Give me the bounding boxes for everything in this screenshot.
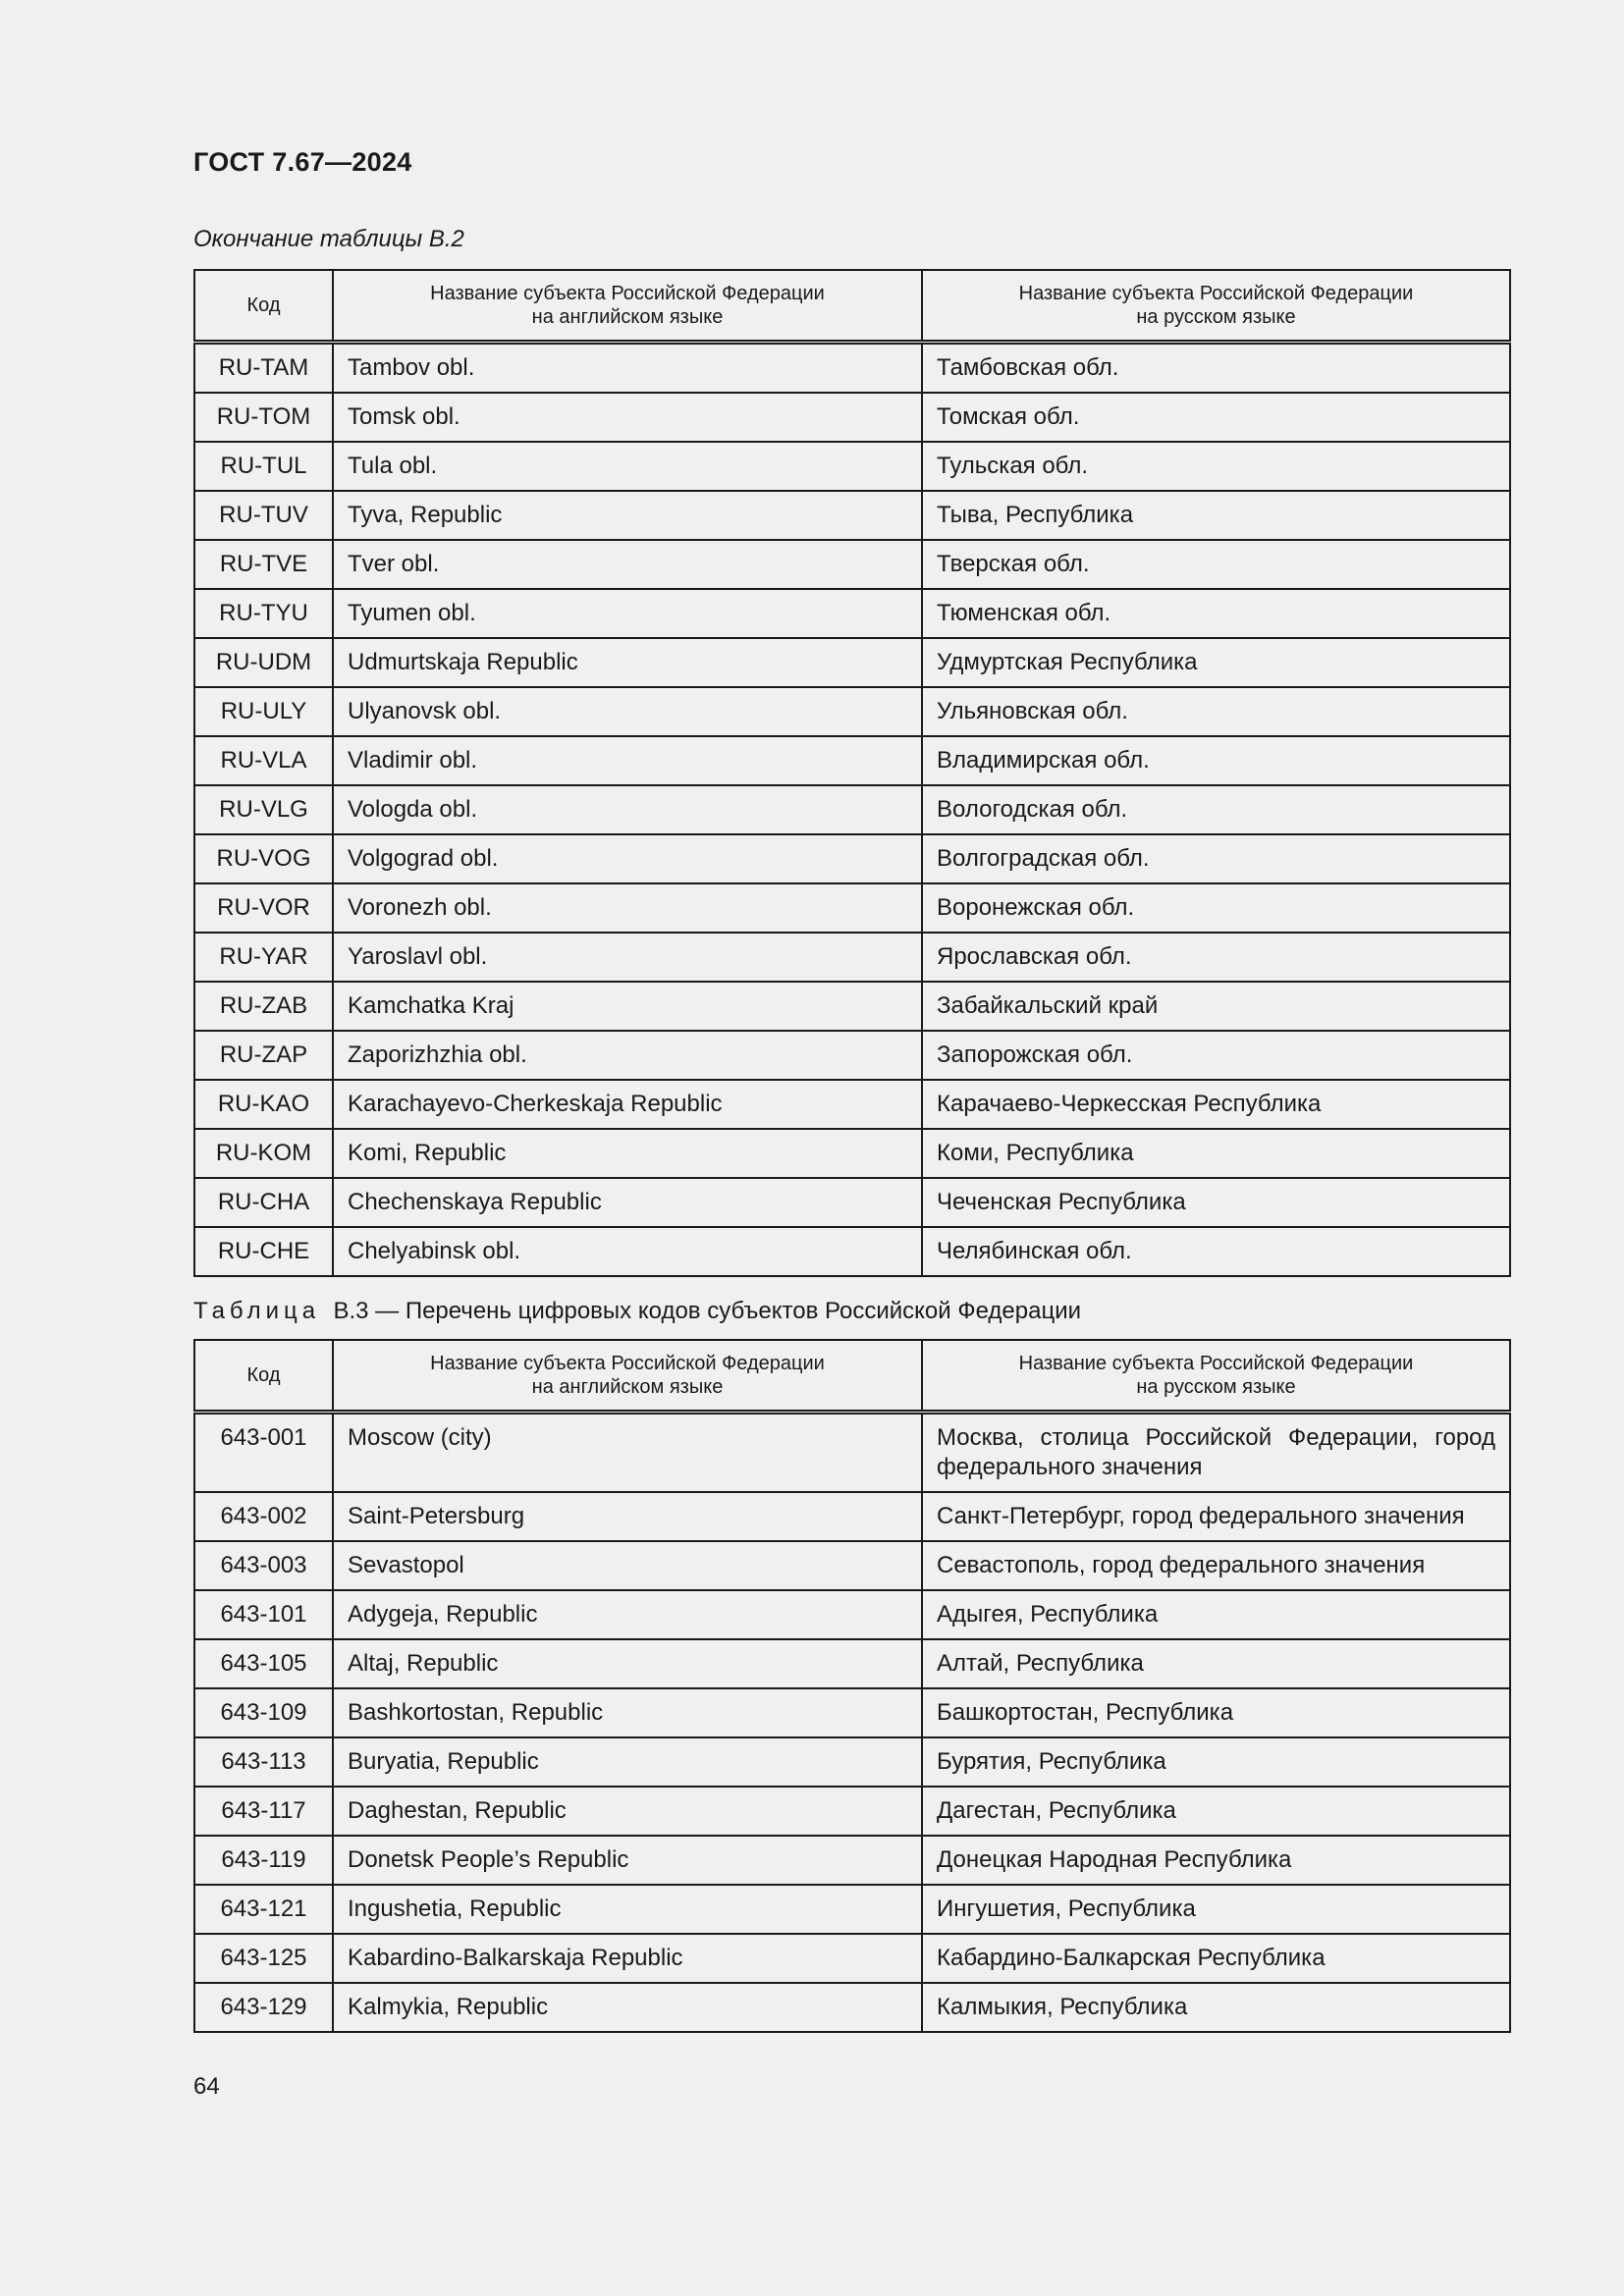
russian-name-cell: Тыва, Республика — [922, 491, 1510, 540]
code-cell: 643-003 — [194, 1541, 333, 1590]
table-b2-caption: Окончание таблицы В.2 — [193, 226, 464, 252]
table-row — [194, 1885, 1510, 1934]
table-row — [194, 1737, 1510, 1787]
document-title: ГОСТ 7.67—2024 — [193, 147, 412, 177]
code-cell: RU-TOM — [194, 393, 333, 442]
code-cell: 643-117 — [194, 1787, 333, 1836]
table-row — [194, 540, 1510, 589]
russian-name-cell: Ярославская обл. — [922, 933, 1510, 982]
russian-name-cell: Коми, Республика — [922, 1129, 1510, 1178]
code-cell: 643-001 — [194, 1413, 333, 1493]
russian-name-cell: Севастополь, город федерального значения — [922, 1541, 1510, 1590]
header-code: Код — [194, 270, 333, 343]
english-name-cell: Adygeja, Republic — [333, 1590, 922, 1639]
english-name-cell: Kamchatka Kraj — [333, 982, 922, 1031]
russian-name-cell: Москва, столица Российской Федерации, город федерального значения — [922, 1413, 1510, 1493]
russian-name-cell: Кабардино-Балкарская Республика — [922, 1934, 1510, 1983]
header-russian-name: Название субъекта Российской Федерации на русском языке — [922, 1340, 1510, 1413]
russian-name-cell: Адыгея, Республика — [922, 1590, 1510, 1639]
table-row — [194, 933, 1510, 982]
table-b3-caption — [193, 1298, 1081, 1325]
table-b3-caption-text: В.3 — Перечень цифровых кодов субъектов Российской Федерации — [333, 1298, 1082, 1324]
russian-name-cell: Бурятия, Республика — [922, 1737, 1510, 1787]
english-name-cell: Tula obl. — [333, 442, 922, 491]
russian-name-cell: Удмуртская Республика — [922, 638, 1510, 687]
table-row — [194, 1031, 1510, 1080]
table-row — [194, 1934, 1510, 1983]
english-name-cell: Donetsk People’s Republic — [333, 1836, 922, 1885]
english-name-cell: Volgograd obl. — [333, 834, 922, 883]
code-cell: 643-105 — [194, 1639, 333, 1688]
russian-name-cell: Тверская обл. — [922, 540, 1510, 589]
code-cell: 643-121 — [194, 1885, 333, 1934]
russian-name-cell: Башкортостан, Республика — [922, 1688, 1510, 1737]
code-cell: 643-002 — [194, 1492, 333, 1541]
english-name-cell: Sevastopol — [333, 1541, 922, 1590]
code-cell: RU-VOR — [194, 883, 333, 933]
code-cell: 643-101 — [194, 1590, 333, 1639]
header-code: Код — [194, 1340, 333, 1413]
header-english-name: Название субъекта Российской Федерации на английском языке — [333, 270, 922, 343]
code-cell: 643-129 — [194, 1983, 333, 2032]
russian-name-cell: Дагестан, Республика — [922, 1787, 1510, 1836]
russian-name-cell: Челябинская обл. — [922, 1227, 1510, 1276]
table-b3 — [193, 1339, 1511, 2033]
russian-name-cell: Калмыкия, Республика — [922, 1983, 1510, 2032]
english-name-cell: Tyumen obl. — [333, 589, 922, 638]
table-row — [194, 393, 1510, 442]
russian-name-cell: Санкт-Петербург, город федерального значения — [922, 1492, 1510, 1541]
russian-name-cell: Алтай, Республика — [922, 1639, 1510, 1688]
english-name-cell: Altaj, Republic — [333, 1639, 922, 1688]
code-cell: RU-VLA — [194, 736, 333, 785]
table-b2 — [193, 269, 1511, 1277]
english-name-cell: Ingushetia, Republic — [333, 1885, 922, 1934]
russian-name-cell: Волгоградская обл. — [922, 834, 1510, 883]
english-name-cell: Tver obl. — [333, 540, 922, 589]
table-b3-caption-word: Таблица — [193, 1298, 321, 1324]
table-row — [194, 1541, 1510, 1590]
english-name-cell: Vladimir obl. — [333, 736, 922, 785]
english-name-cell: Tomsk obl. — [333, 393, 922, 442]
table-row — [194, 442, 1510, 491]
table-row — [194, 883, 1510, 933]
english-name-cell: Zaporizhzhia obl. — [333, 1031, 922, 1080]
english-name-cell: Udmurtskaja Republic — [333, 638, 922, 687]
code-cell: 643-113 — [194, 1737, 333, 1787]
english-name-cell: Chelyabinsk obl. — [333, 1227, 922, 1276]
english-name-cell: Bashkortostan, Republic — [333, 1688, 922, 1737]
english-name-cell: Chechenskaya Republic — [333, 1178, 922, 1227]
code-cell: RU-CHA — [194, 1178, 333, 1227]
code-cell: RU-CHE — [194, 1227, 333, 1276]
table-row — [194, 1129, 1510, 1178]
russian-name-cell: Ингушетия, Республика — [922, 1885, 1510, 1934]
code-cell: RU-VLG — [194, 785, 333, 834]
russian-name-cell: Томская обл. — [922, 393, 1510, 442]
table-row — [194, 1836, 1510, 1885]
page-number: 64 — [193, 2073, 220, 2100]
english-name-cell: Ulyanovsk obl. — [333, 687, 922, 736]
russian-name-cell: Тульская обл. — [922, 442, 1510, 491]
code-cell: 643-119 — [194, 1836, 333, 1885]
table-row — [194, 1688, 1510, 1737]
russian-name-cell: Забайкальский край — [922, 982, 1510, 1031]
code-cell: RU-VOG — [194, 834, 333, 883]
table-row — [194, 1227, 1510, 1276]
russian-name-cell: Карачаево-Черкесская Республика — [922, 1080, 1510, 1129]
english-name-cell: Vologda obl. — [333, 785, 922, 834]
code-cell: RU-ZAP — [194, 1031, 333, 1080]
english-name-cell: Tambov obl. — [333, 343, 922, 394]
russian-name-cell: Запорожская обл. — [922, 1031, 1510, 1080]
english-name-cell: Daghestan, Republic — [333, 1787, 922, 1836]
russian-name-cell: Тамбовская обл. — [922, 343, 1510, 394]
table-row — [194, 982, 1510, 1031]
table-row — [194, 589, 1510, 638]
table-header-row — [194, 1340, 1510, 1413]
russian-name-cell: Донецкая Народная Республика — [922, 1836, 1510, 1885]
table-row — [194, 491, 1510, 540]
table-row — [194, 343, 1510, 394]
code-cell: RU-TVE — [194, 540, 333, 589]
russian-name-cell: Чеченская Республика — [922, 1178, 1510, 1227]
code-cell: RU-KOM — [194, 1129, 333, 1178]
english-name-cell: Tyva, Republic — [333, 491, 922, 540]
english-name-cell: Moscow (city) — [333, 1413, 922, 1493]
table-row — [194, 1413, 1510, 1493]
table-row — [194, 736, 1510, 785]
english-name-cell: Yaroslavl obl. — [333, 933, 922, 982]
code-cell: RU-TUV — [194, 491, 333, 540]
table-header-row — [194, 270, 1510, 343]
english-name-cell: Karachayevo-Cherkeskaja Republic — [333, 1080, 922, 1129]
english-name-cell: Kalmykia, Republic — [333, 1983, 922, 2032]
table-row — [194, 785, 1510, 834]
russian-name-cell: Тюменская обл. — [922, 589, 1510, 638]
code-cell: RU-ZAB — [194, 982, 333, 1031]
table-row — [194, 638, 1510, 687]
table-row — [194, 834, 1510, 883]
code-cell: 643-125 — [194, 1934, 333, 1983]
english-name-cell: Kabardino-Balkarskaja Republic — [333, 1934, 922, 1983]
code-cell: RU-TUL — [194, 442, 333, 491]
table-row — [194, 1080, 1510, 1129]
russian-name-cell: Ульяновская обл. — [922, 687, 1510, 736]
code-cell: RU-TAM — [194, 343, 333, 394]
russian-name-cell: Вологодская обл. — [922, 785, 1510, 834]
code-cell: RU-KAO — [194, 1080, 333, 1129]
code-cell: 643-109 — [194, 1688, 333, 1737]
code-cell: RU-ULY — [194, 687, 333, 736]
code-cell: RU-UDM — [194, 638, 333, 687]
russian-name-cell: Воронежская обл. — [922, 883, 1510, 933]
table-row — [194, 687, 1510, 736]
table-row — [194, 1590, 1510, 1639]
table-row — [194, 1983, 1510, 2032]
english-name-cell: Saint-Petersburg — [333, 1492, 922, 1541]
russian-name-cell: Владимирская обл. — [922, 736, 1510, 785]
table-row — [194, 1178, 1510, 1227]
header-russian-name: Название субъекта Российской Федерации на русском языке — [922, 270, 1510, 343]
table-row — [194, 1787, 1510, 1836]
code-cell: RU-YAR — [194, 933, 333, 982]
english-name-cell: Buryatia, Republic — [333, 1737, 922, 1787]
code-cell: RU-TYU — [194, 589, 333, 638]
header-english-name: Название субъекта Российской Федерации на английском языке — [333, 1340, 922, 1413]
table-row — [194, 1492, 1510, 1541]
english-name-cell: Voronezh obl. — [333, 883, 922, 933]
english-name-cell: Komi, Republic — [333, 1129, 922, 1178]
table-row — [194, 1639, 1510, 1688]
